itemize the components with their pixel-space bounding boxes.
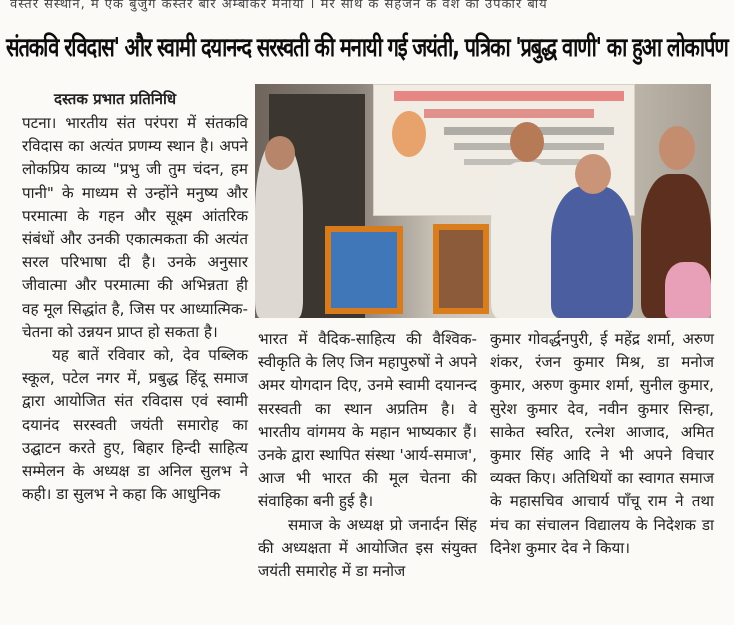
paragraph: समाज के अध्यक्ष प्रो जनार्दन सिंह की अध्यक्षता में आयोजित इस संयुक्त जयंती समारोह में डा मनोज [258,515,477,581]
paragraph: भारत में वैदिक-साहित्य की वैश्विक-स्वीकृति के लिए जिन महापुरुषों ने अपने अमर योगदान दिए, उनमे स्वामी दयानन्द सरस्वती का स्थान अप्रतिम है। वे भारतीय वांगमय के महान भाष्यकार हैं। उनके द्वारा स्थापित संस्था 'आर्य-समाज', आज भी भारत की मूल चेतना की संवाहिका बनी हुई है। [258,330,477,511]
garlanded-portrait-1 [325,226,403,314]
byline: दस्तक प्रभात प्रतिनिधि [54,90,177,108]
article-column-2 [258,328,477,583]
paragraph: यह बातें रविवार को, देव पब्लिक स्कूल, पटेल नगर में, प्रबुद्ध हिंदू समाज द्वारा आयोजित संत रविदास एवं स्वामी दयानंद सरस्वती जयंती समारोह का उद्घाटन करते हुए, बिहार हिन्दी साहित्य सम्मेलन के अध्यक्ष डा अनिल सुलभ ने कही। डा सुलभ ने कहा कि आधुनिक [22,346,248,504]
headline: संतकवि रविदास' और स्वामी दयानन्द सरस्वती की मनायी गई जयंती, पत्रिका 'प्रबुद्ध वाणी' का हुआ लोकार्पण [6,33,728,63]
article-column-1 [22,112,248,506]
garlanded-portrait-2 [433,224,489,314]
previous-article-text-strip: वस्तर सस्थान, म एक बुजुग कस्तर बार अम्बाकर मनाया । मर साथ क सहजन क वश का उपकार बाय [10,0,548,12]
paragraph: कुमार गोवर्द्धनपुरी, ई महेंद्र शर्मा, अरुण शंकर, रंजन कुमार मिश्र, डा मनोज कुमार, अरुण कुमार शर्मा, सुनील कुमार, सुरेश कुमार देव, नवीन कुमार सिन्हा, साकेत स्वरित, रत्नेश आजाद, अमित कुमार सिंह आदि ने भी अपने विचार व्यक्त किए। अतिथियों का स्वागत समाज के महासचिव आचार्य पाँचू राम ने तथा मंच का संचालन विद्यालय के निदेशक डा दिनेश कुमार देव ने किया। [490,330,714,557]
event-photo [255,84,711,318]
article-column-3 [490,328,714,560]
paragraph: पटना। भारतीय संत परंपरा में संतकवि रविदास का अत्यंत प्रणम्य स्थान है। अपने लोकप्रिय काव्य "प्रभु जी तुम चंदन, हम पानी" के माध्यम से उन्होंने मनुष्य और परमात्मा के गहन और सूक्ष्म आंतरिक संबंधों और उनकी एकात्मकता की अत्यंत सरल परिभाषा दी है। उनके अनुसार जीवात्मा और परमात्मा की अभिन्नता ही वह मूल सिद्धांत है, जिस पर आध्यात्मिक-चेतना को उन्नयन प्राप्त हो सकता है। [22,114,248,341]
